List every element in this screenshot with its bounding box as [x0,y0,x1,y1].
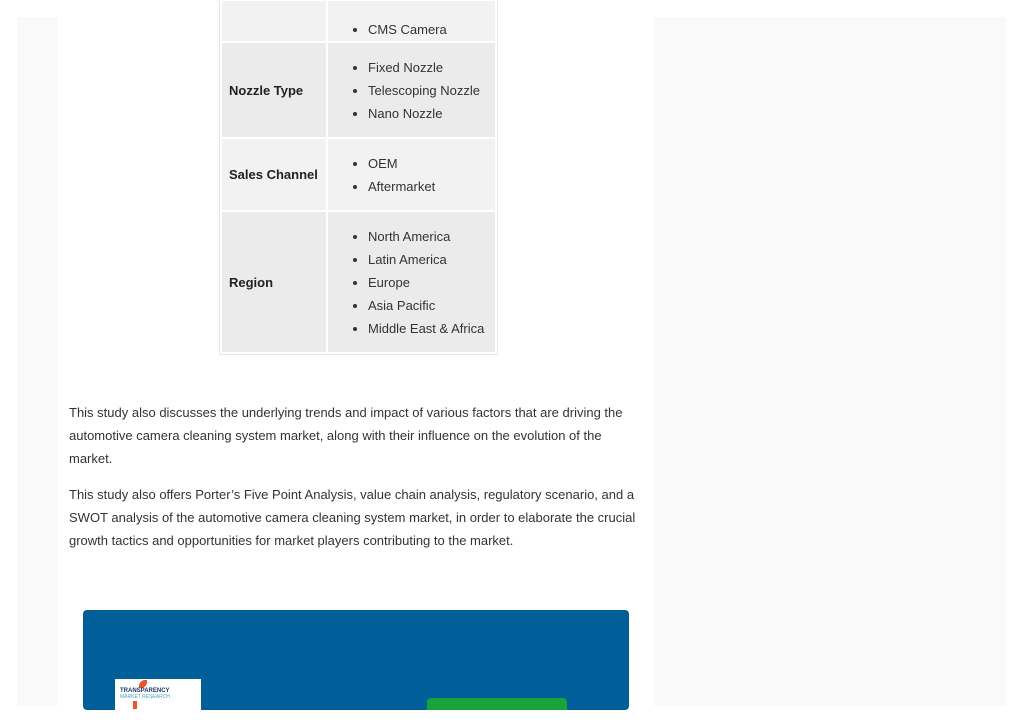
segment-values [328,43,495,137]
company-logo [115,679,201,710]
segment-value: • Latin America [368,248,495,271]
banner-cta-button[interactable] [427,698,567,710]
page-background [17,17,1006,706]
body-paragraph: This study also discusses the underlying trends and impact of various factors that are driving the automotive camera cleaning system market, along with their influence on the evolution of the market. [69,405,623,466]
body-paragraph: This study also offers Porter’s Five Point Analysis, value chain analysis, regulatory scenario, and a SWOT analysis of the automotive camera cleaning system market, in order to elaborate the crucial growth tactics and opportunities for market players contributing to the market. [69,487,636,548]
table-row [222,43,495,137]
segment-label: Region [222,212,326,352]
segment-values [328,139,495,210]
table-row [222,212,495,352]
logo-mark-icon [139,680,147,688]
segment-label [222,1,326,41]
segment-value: • OEM [368,152,495,175]
segment-value: • Asia Pacific [368,294,495,317]
segment-value: • Nano Nozzle [368,102,495,125]
segmentation-table [220,0,497,354]
segment-value: • Fixed Nozzle [368,56,495,79]
segment-value: • Telescoping Nozzle [368,79,495,102]
article-content [57,17,654,706]
segment-value: • Aftermarket [368,175,495,198]
logo-subtext: MARKET RESEARCH [120,694,170,700]
segment-values [328,1,495,41]
segment-value: • Middle East & Africa [368,317,495,340]
sidebar [655,17,1006,706]
promo-banner[interactable] [83,610,629,710]
segment-value: • Europe [368,271,495,294]
segment-label: Sales Channel [222,139,326,210]
table-row [222,1,495,41]
table-row [222,139,495,210]
segment-values [328,212,495,352]
segment-label: Nozzle Type [222,43,326,137]
logo-accent-icon [133,701,137,709]
segment-value: • North America [368,225,495,248]
segment-value: • CMS Camera [368,18,495,41]
logo-text: TRANSPARENCY [120,688,170,694]
